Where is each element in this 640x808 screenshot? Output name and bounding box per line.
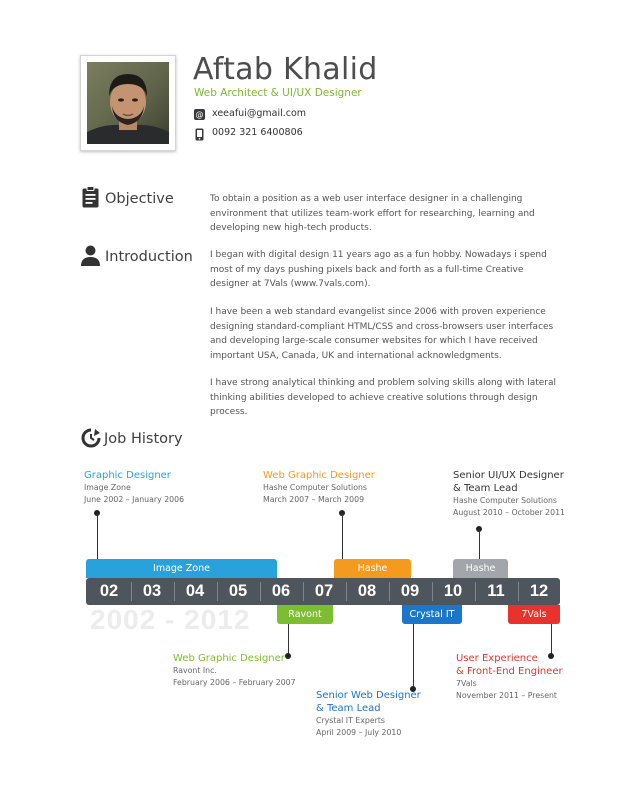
job-title-line2: & Team Lead: [453, 483, 518, 494]
timeline-bar: [86, 578, 560, 605]
profile-photo-frame: [80, 55, 176, 151]
job-dates: April 2009 – July 2010: [316, 728, 402, 737]
job-web-graphic-designer-ravont: [173, 652, 296, 689]
connector-line: [413, 624, 414, 688]
job-title: Graphic Designer: [84, 470, 171, 481]
job-dates: November 2011 – Present: [456, 691, 557, 700]
years-range-watermark: 2002 - 2012: [90, 604, 251, 635]
objective-text: To obtain a position as a web user interface designer in a challenging environment that utilizes team-work effort for researching, learning and developing new high-tech products.: [210, 194, 535, 234]
job-company: Ravont Inc.: [173, 666, 217, 675]
clock-arrow-icon: [81, 428, 101, 452]
segment-hashe-2: Hashe: [453, 559, 508, 578]
job-history-heading: Job History: [104, 431, 183, 447]
job-company: Hashe Computer Solutions: [453, 496, 557, 505]
segment-image-zone: Image Zone: [86, 559, 277, 578]
segment-hashe-1: Hashe: [334, 559, 411, 578]
year-05: 05: [228, 582, 248, 600]
person-icon: [81, 245, 100, 270]
job-user-experience-engineer: [456, 652, 563, 702]
segment-ravont: Ravont: [277, 605, 333, 624]
job-company: 7Vals: [456, 679, 477, 688]
year-10: 10: [443, 582, 463, 600]
year-12: 12: [529, 582, 549, 600]
clipboard-icon: [82, 186, 99, 212]
job-title-line1: User Experience: [456, 653, 538, 664]
intro-paragraph-2: I have been a web standard evangelist since 2006 with proven experience designing standard-compliant HTML/CSS and cross-browsers user interfaces and developing large-scale consumer websites for which I have received important USA, Canada, UK and international acknowledgments.: [210, 307, 554, 361]
job-title-line1: Senior Web Designer: [316, 690, 421, 701]
job-title-line2: & Front-End Engineer: [456, 666, 563, 677]
connector-line: [551, 624, 552, 654]
profile-photo: [87, 62, 169, 144]
connector-line: [342, 513, 343, 559]
at-icon: @: [195, 110, 204, 119]
year-03: 03: [142, 582, 162, 600]
job-company: Crystal IT Experts: [316, 716, 385, 725]
objective-heading: Objective: [105, 191, 174, 207]
year-04: 04: [185, 582, 205, 600]
year-11: 11: [487, 582, 505, 600]
segment-7vals: 7Vals: [508, 605, 560, 624]
intro-paragraph-3: I have strong analytical thinking and problem solving skills along with lateral thinking abilities developed to achieve creative solutions through design process.: [210, 378, 557, 418]
year-07: 07: [314, 582, 334, 600]
year-08: 08: [357, 582, 377, 600]
job-senior-ui-ux-designer: [453, 469, 565, 519]
segment-crystal-it: Crystal IT: [402, 605, 462, 624]
job-title-line1: Senior UI/UX Designer: [453, 470, 564, 481]
job-dates: February 2006 – February 2007: [173, 678, 296, 687]
email-text[interactable]: xeeafui@gmail.com: [212, 108, 307, 119]
job-dates: August 2010 – October 2011: [453, 508, 565, 517]
phone-text: 0092 321 6400806: [212, 127, 303, 138]
year-09: 09: [400, 582, 420, 600]
job-graphic-designer: [84, 469, 184, 506]
year-02: 02: [99, 582, 119, 600]
job-company: Image Zone: [84, 483, 131, 492]
year-06: 06: [271, 582, 291, 600]
job-title: Web Graphic Designer: [263, 470, 375, 481]
job-dates: June 2002 – January 2006: [84, 495, 185, 504]
candidate-title: Web Architect & UI/UX Designer: [194, 87, 362, 99]
connector-line: [288, 624, 289, 654]
connector-line: [97, 513, 98, 559]
job-company: Hashe Computer Solutions: [263, 483, 367, 492]
candidate-name: Aftab Khalid: [193, 52, 378, 87]
job-dates: March 2007 – March 2009: [263, 495, 365, 504]
job-title: Web Graphic Designer: [173, 653, 285, 664]
introduction-heading: Introduction: [105, 249, 193, 265]
job-title-line2: & Team Lead: [316, 703, 381, 714]
connector-line: [479, 529, 480, 559]
job-web-graphic-designer-hashe: [263, 469, 375, 506]
intro-paragraph-1: I began with digital design 11 years ago as a fun hobby. Nowadays i spend most of my days pushing pixels back and forth as a full-time Creative designer at 7Vals (www.7vals.com).: [210, 250, 547, 290]
job-senior-web-designer: [316, 689, 421, 739]
mobile-phone-icon: [195, 126, 204, 145]
